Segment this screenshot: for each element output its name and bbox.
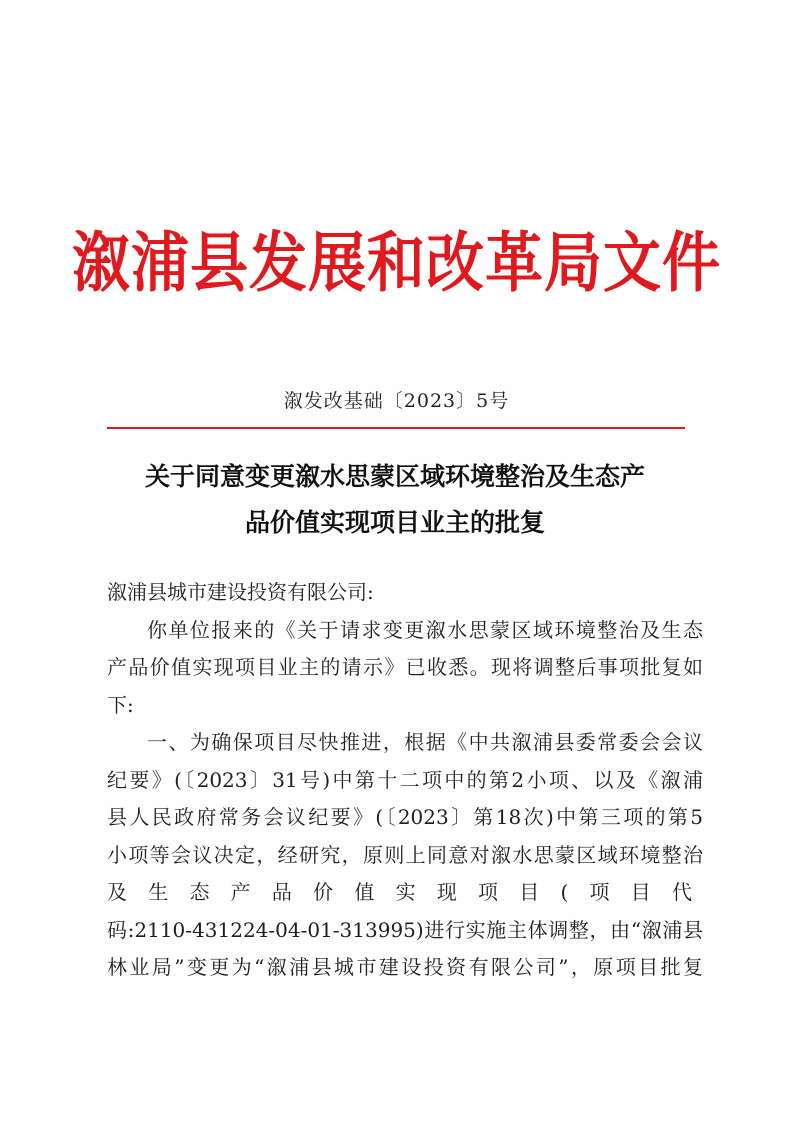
title-line: 关于同意变更溆水思蒙区域环境整治及生态产 [144,462,645,491]
header-divider [107,427,685,429]
body-line: 纪要》(〔2023〕31号)中第十二项中的第2小项、以及《溆浦 [107,767,703,792]
body-line: 码:2110-431224-04-01-313995)进行实施主体调整，由“溆浦县 [107,917,703,942]
body-line: 县人民政府常务会议纪要》(〔2023〕第18次)中第三项的第5 [107,805,703,829]
document-number: 溆发改基础〔2023〕5号 [283,390,510,412]
body-line: 一、为确保项目尽快推进，根据《中共溆浦县委常委会会议 [147,730,703,754]
document-title [95,454,695,546]
issuer-header: 溆浦县发展和改革局文件 [71,224,721,301]
title-line: 品价值实现项目业主的批复 [244,508,545,537]
addressee: 溆浦县城市建设投资有限公司: [107,580,374,604]
body-line: 及生态产品价值实现项目(项目代 [107,880,703,904]
body-line: 产品价值实现项目业主的请示》已收悉。现将调整后事项批复如 [107,655,703,679]
body-line: 你单位报来的《关于请求变更溆水思蒙区域环境整治及生态 [147,617,703,642]
body-line: 林业局”变更为“溆浦县城市建设投资有限公司”，原项目批复 [107,955,703,979]
body-line: 小项等会议决定，经研究，原则上同意对溆水思蒙区域环境整治 [107,842,703,867]
body-line: 下: [107,692,134,717]
document-body [107,574,703,987]
